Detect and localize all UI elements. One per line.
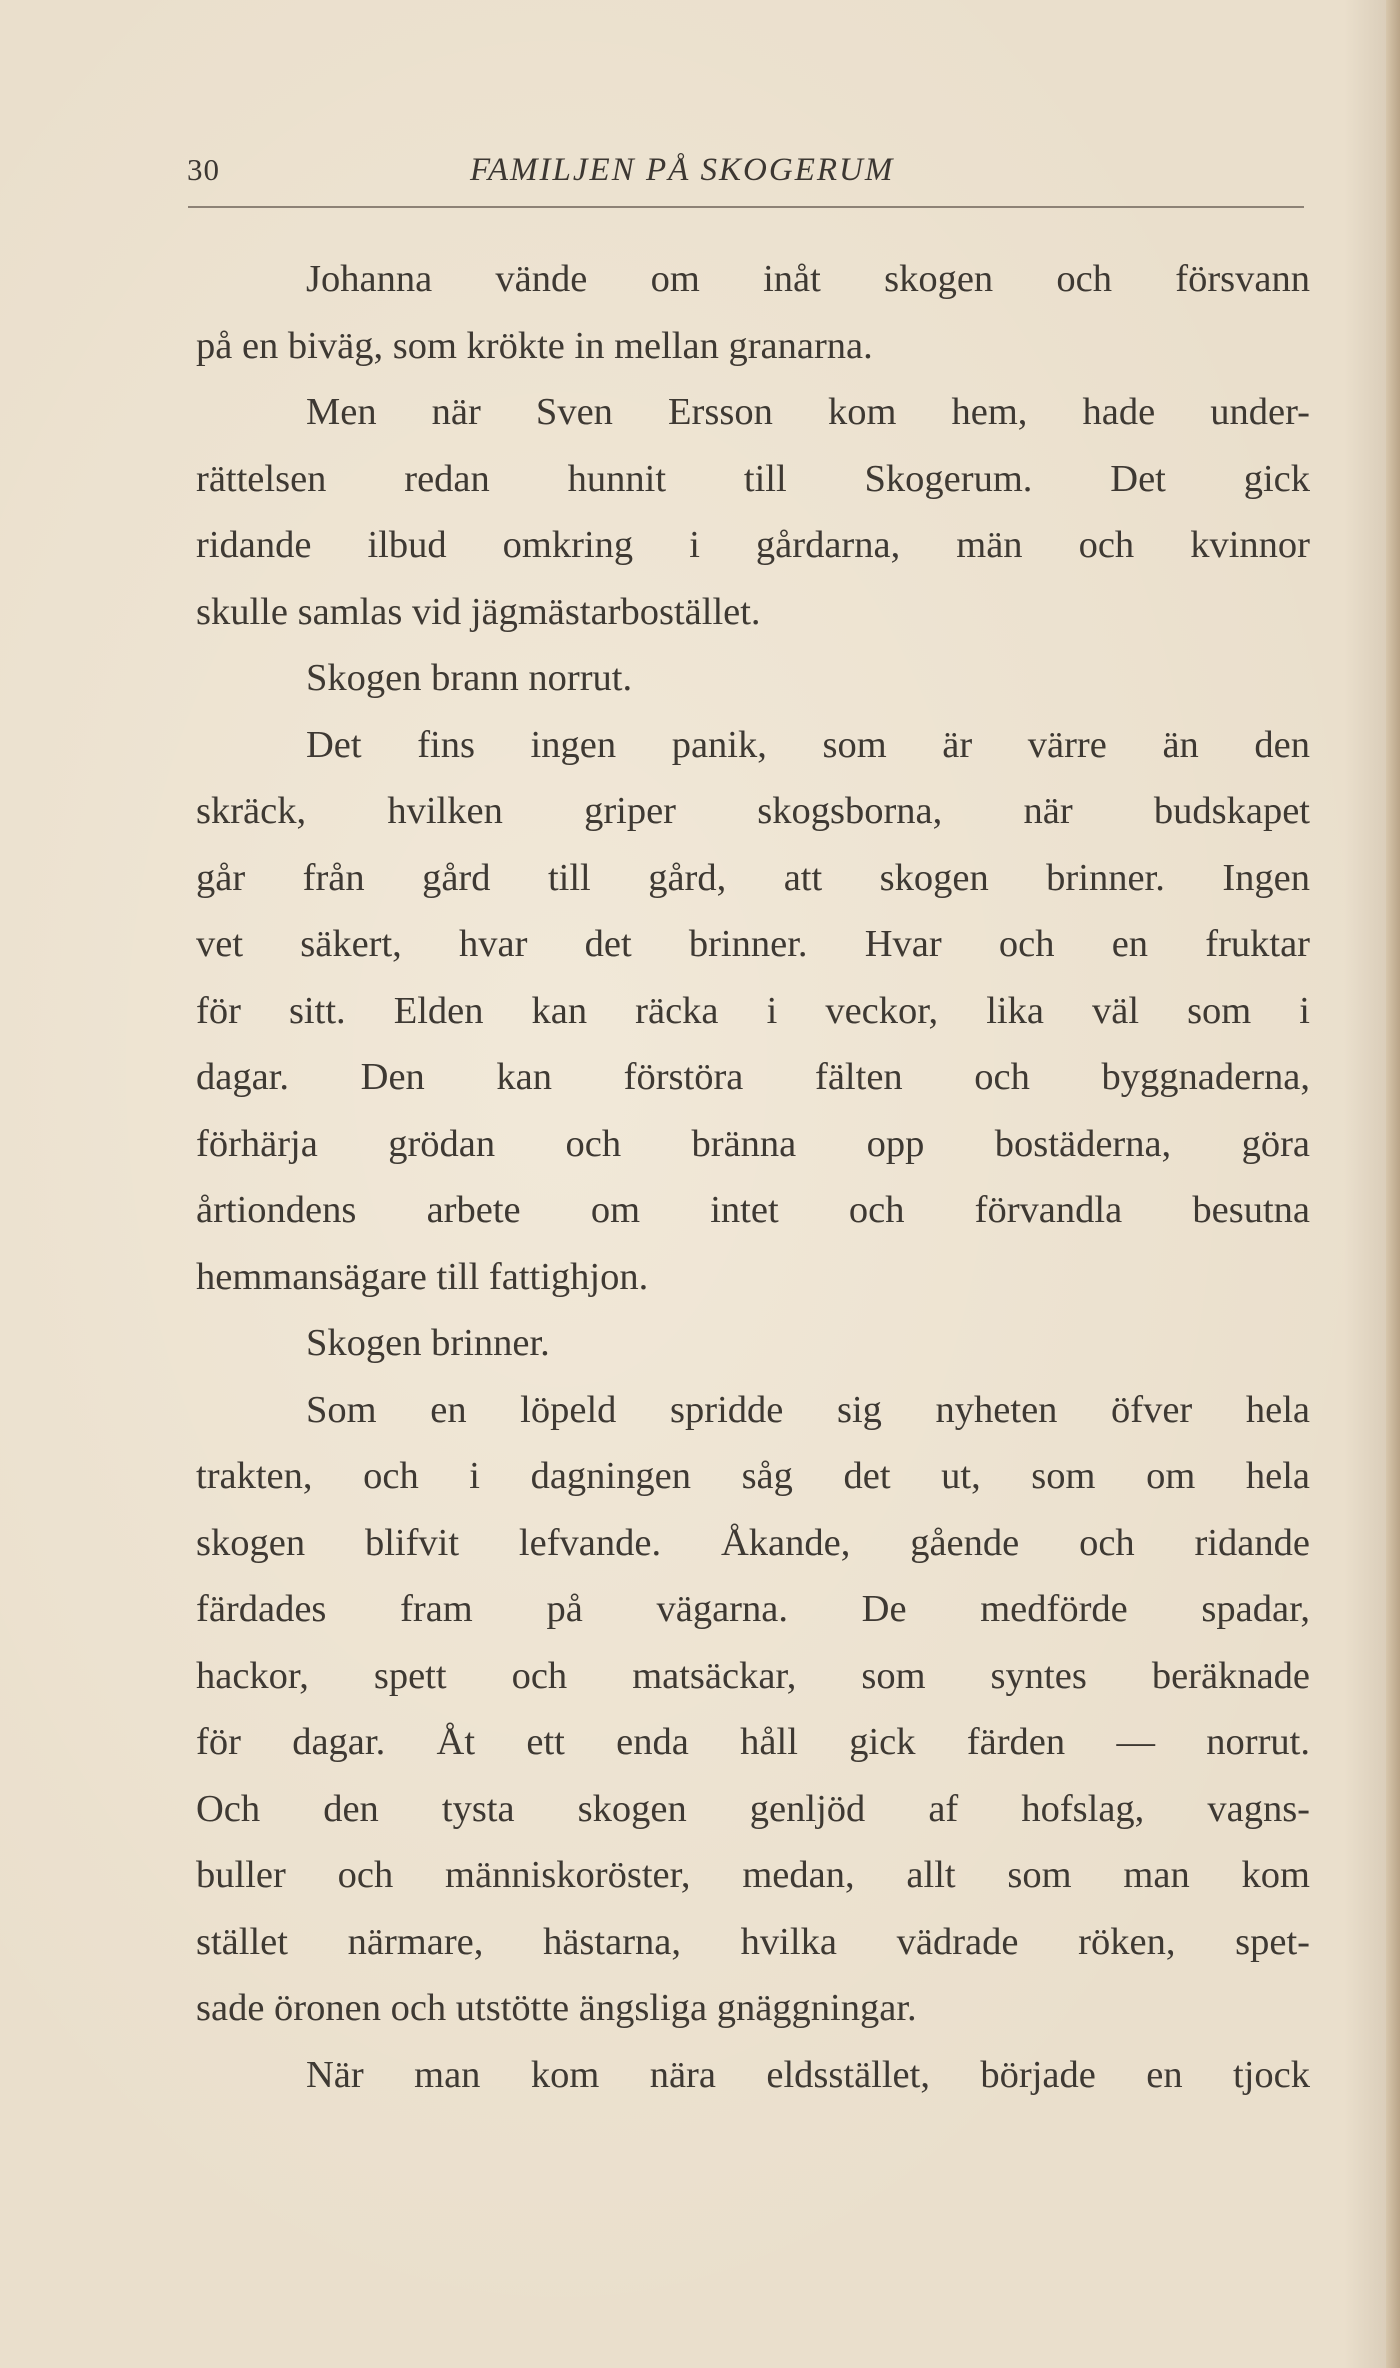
text-line: stället närmare, hästarna, hvilka vädrade röken, spet- — [196, 1920, 1310, 1963]
text-line: Johanna vände om inåt skogen och försvann — [306, 258, 1310, 300]
text-line: årtiondens arbete om intet och förvandla besutna — [196, 1189, 1310, 1231]
header-rule — [188, 206, 1304, 208]
text-line: trakten, och i dagningen såg det ut, som om hela — [196, 1455, 1310, 1497]
text-line: rättelsen redan hunnit till Skogerum. Det gick — [196, 457, 1310, 500]
text-line: dagar. Den kan förstöra fälten och byggnaderna, — [196, 1056, 1310, 1098]
text-line: förhärja grödan och bränna opp bostäderna, göra — [196, 1122, 1310, 1165]
text-line: sade öronen och utstötte ängsliga gnäggningar. — [196, 1987, 917, 2029]
text-line: skulle samlas vid jägmästarbostället. — [196, 590, 761, 633]
text-line: Som en löpeld spridde sig nyheten öfver hela — [306, 1388, 1310, 1431]
text-line: hackor, spett och matsäckar, som syntes beräknade — [196, 1654, 1310, 1697]
text-line: ridande ilbud omkring i gårdarna, män och kvinnor — [196, 524, 1310, 566]
text-line: på en biväg, som krökte in mellan granarna. — [196, 324, 873, 367]
text-line: Skogen brinner. — [306, 1322, 550, 1364]
text-line: för dagar. Åt ett enda håll gick färden — norrut. — [196, 1721, 1310, 1763]
text-line: När man kom nära eldsstället, började en tjock — [306, 2053, 1310, 2096]
running-title: FAMILJEN PÅ SKOGERUM — [470, 152, 895, 188]
text-line: färdades fram på vägarna. De medförde spadar, — [196, 1588, 1310, 1630]
text-line: skogen blifvit lefvande. Åkande, gående och ridande — [196, 1521, 1310, 1564]
text-line: Det fins ingen panik, som är värre än den — [306, 723, 1310, 766]
text-line: Skogen brann norrut. — [306, 657, 633, 699]
body-text — [196, 246, 1310, 2108]
text-line: vet säkert, hvar det brinner. Hvar och en fruktar — [196, 923, 1310, 965]
text-line: buller och människoröster, medan, allt som man kom — [196, 1854, 1310, 1896]
text-line: hemmansägare till fattighjon. — [196, 1255, 649, 1298]
text-line: för sitt. Elden kan räcka i veckor, lika väl som i — [196, 989, 1310, 1032]
text-line: skräck, hvilken griper skogsborna, när budskapet — [196, 790, 1310, 832]
running-header — [0, 142, 1400, 202]
page-number: 30 — [187, 152, 220, 187]
text-line: går från gård till gård, att skogen brinner. Ingen — [196, 856, 1310, 899]
text-line: Men när Sven Ersson kom hem, hade under- — [306, 391, 1310, 433]
text-line: Och den tysta skogen genljöd af hofslag, vagns- — [196, 1787, 1310, 1830]
page-edge-shadow — [1386, 0, 1400, 2368]
